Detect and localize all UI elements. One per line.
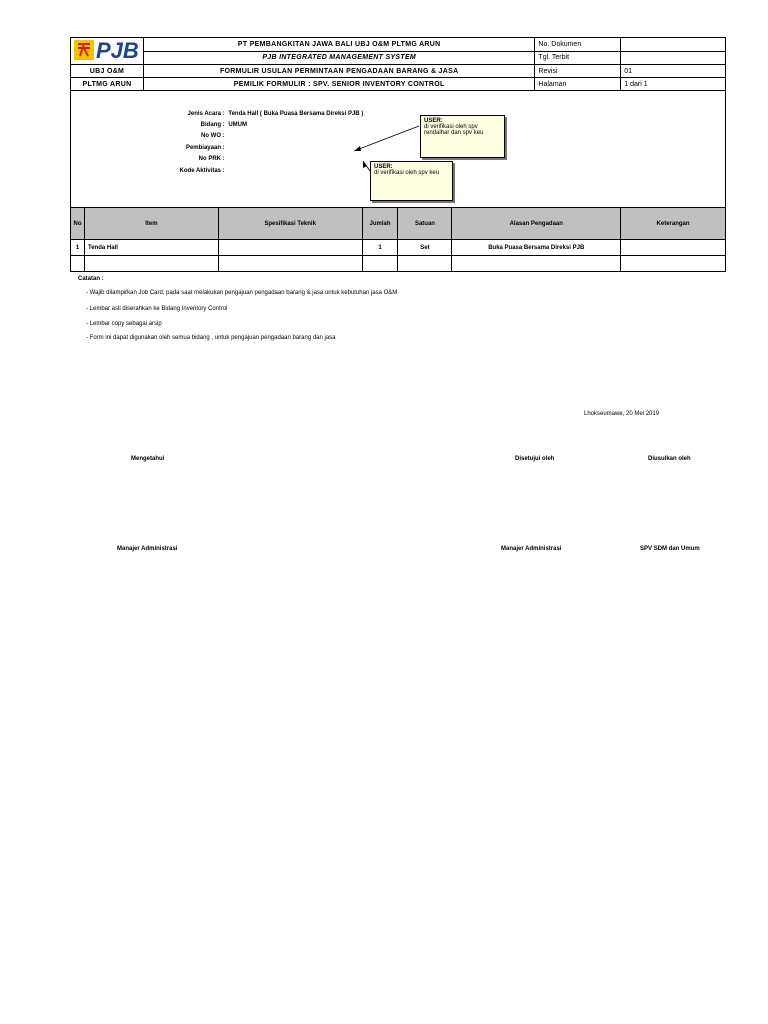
cell-qty xyxy=(362,256,398,272)
table-header-row xyxy=(71,208,726,240)
col-header-note: Keterangan xyxy=(621,208,726,240)
form-owner: PEMILIK FORMULIR : SPV. SENIOR INVENTORY CONTROL xyxy=(143,78,534,91)
cell-unit: Set xyxy=(398,240,452,256)
logo-text: PJB xyxy=(95,38,139,62)
acknowledged-title: Manajer Administrasi xyxy=(117,546,178,552)
note-text: di verifikasi oleh spv keu xyxy=(374,170,440,176)
info-row-prk: No PRK : xyxy=(171,156,228,162)
col-header-spec: Spesifikasi Teknik xyxy=(218,208,362,240)
col-header-unit: Satuan xyxy=(398,208,452,240)
user-comment-note[interactable] xyxy=(420,115,505,158)
col-header-item: Item xyxy=(84,208,218,240)
cell-item: Tenda Hall xyxy=(84,240,218,256)
cell-spec xyxy=(218,256,362,272)
info-row-wo: No WO : xyxy=(171,133,228,139)
table-row xyxy=(71,240,726,256)
info-label: Pembiayaan xyxy=(185,145,221,151)
col-header-reason: Alasan Pengadaan xyxy=(452,208,621,240)
user-comment-note[interactable] xyxy=(370,161,453,201)
doc-no-value xyxy=(621,38,726,52)
company-name: PT PEMBANGKITAN JAWA BALI UBJ O&M PLTMG ARUN xyxy=(143,38,534,52)
doc-no-label: No. Dokumen xyxy=(535,38,621,52)
info-label: Kode Aktivitas xyxy=(179,168,221,174)
form-title: FORMULIR USULAN PERMINTAAN PENGADAAN BARANG & JASA xyxy=(143,65,534,78)
cell-note xyxy=(621,256,726,272)
approved-title: Manajer Administrasi xyxy=(501,546,562,552)
logo-cell xyxy=(71,38,144,65)
cell-item xyxy=(84,256,218,272)
info-value: UMUM xyxy=(228,122,248,128)
issue-date-value xyxy=(621,51,726,65)
col-header-no: No xyxy=(71,208,85,240)
notes-item: - Wajib dilampirkan Job Card, pada saat melakukan pengajuan pengadaan barang & jasa untuk kebutuhan jasa O&M xyxy=(86,290,398,296)
acknowledged-label: Mengetahui xyxy=(131,456,165,462)
note-title: USER: xyxy=(374,164,393,170)
revision-label: Revisi xyxy=(535,65,621,78)
table-row xyxy=(71,256,726,272)
document-header xyxy=(70,37,726,91)
system-name: PJB INTEGRATED MANAGEMENT SYSTEM xyxy=(143,51,534,65)
cell-reason: Buka Puasa Bersama Direksi PJB xyxy=(452,240,621,256)
info-label: No WO xyxy=(201,133,221,139)
info-row-activity: Kode Aktivitas : xyxy=(171,168,228,174)
info-row-event: Jenis Acara : Tenda Hall ( Buka Puasa Bersama Direksi PJB ) xyxy=(171,111,363,117)
issue-date-label: Tgl. Terbit xyxy=(535,51,621,65)
info-row-financing: Pembiayaan : xyxy=(171,145,228,151)
place-date: Lhokseumawe, 20 Mei 2019 xyxy=(584,411,660,417)
notes-item: - Form ini dapat digunakan oleh semua bidang , untuk pengajuan pengadaan barang dan jasa xyxy=(86,335,336,341)
page-label: Halaman xyxy=(535,78,621,91)
cell-note xyxy=(621,240,726,256)
info-label: Jenis Acara xyxy=(187,111,221,117)
pjb-logo-icon xyxy=(72,38,142,62)
request-info-section xyxy=(70,91,726,207)
col-header-qty: Jumlah xyxy=(362,208,398,240)
cell-unit xyxy=(398,256,452,272)
info-row-field: Bidang : UMUM xyxy=(171,122,247,128)
cell-spec xyxy=(218,240,362,256)
notes-item: - Lembar asli diserahkan ke Bidang Inventory Control xyxy=(86,306,228,312)
info-label: Bidang xyxy=(200,122,221,128)
approved-label: Disetujui oleh xyxy=(515,456,555,462)
note-title: USER: xyxy=(424,118,443,124)
unit-line1: UBJ O&M xyxy=(71,65,144,78)
notes-title: Catatan : xyxy=(78,276,104,282)
cell-no xyxy=(71,256,85,272)
info-value: Tenda Hall ( Buka Puasa Bersama Direksi PJB ) xyxy=(228,111,364,117)
proposed-title: SPV SDM dan Umum xyxy=(640,546,700,552)
proposed-label: Diusulkan oleh xyxy=(648,456,691,462)
note-text: di verifikasi oleh spv rendalhar dan spv keu xyxy=(424,124,484,136)
unit-line2: PLTMG ARUN xyxy=(71,78,144,91)
items-table xyxy=(70,207,726,272)
info-label: No PRK xyxy=(198,156,221,162)
cell-no: 1 xyxy=(71,240,85,256)
cell-qty: 1 xyxy=(362,240,398,256)
cell-reason xyxy=(452,256,621,272)
page-value: 1 dari 1 xyxy=(621,78,726,91)
notes-item: - Lembar copy sebagai arsip xyxy=(86,321,162,327)
revision-value: 01 xyxy=(621,65,726,78)
